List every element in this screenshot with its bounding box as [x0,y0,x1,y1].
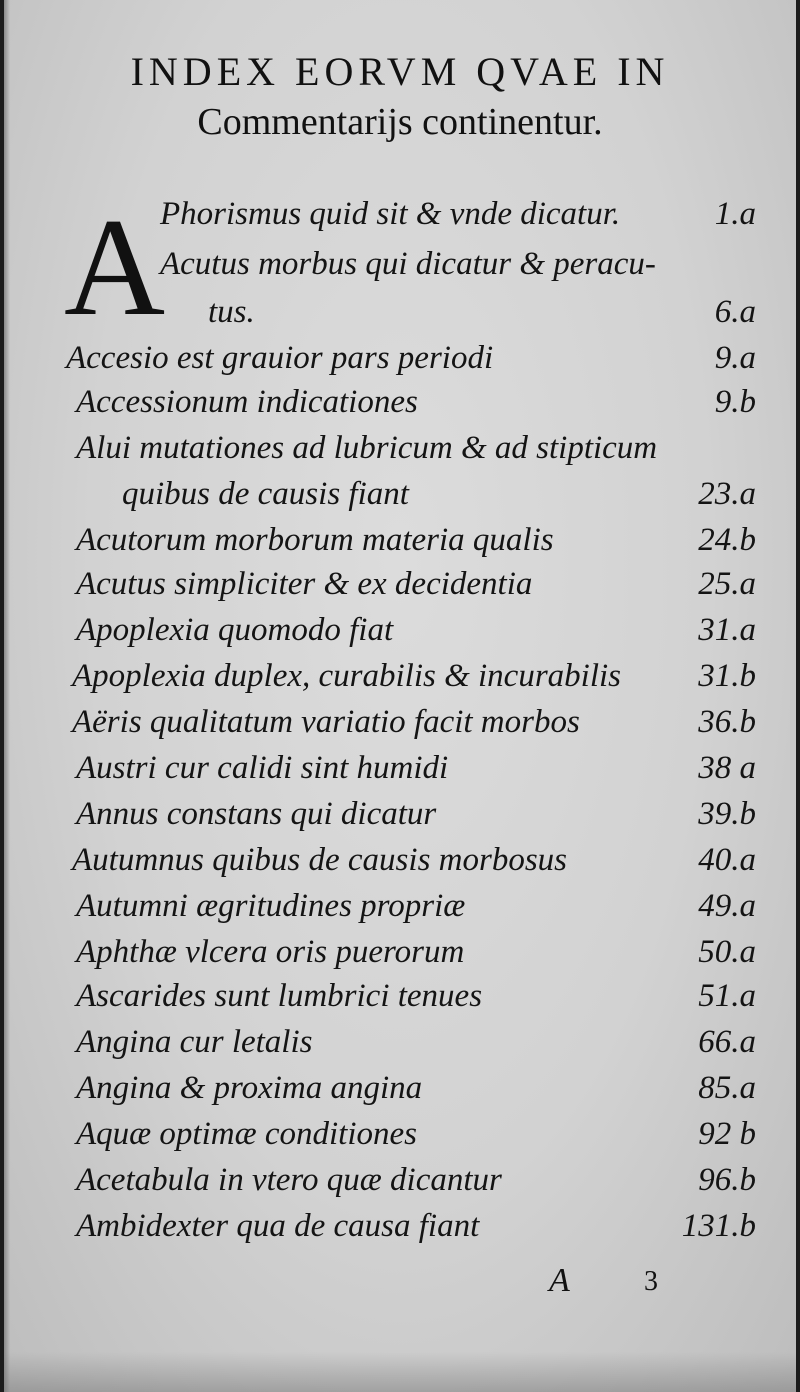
entry-reference: 39.b [698,796,756,832]
index-entry [4,612,796,652]
entry-text: Aphthæ vlcera oris puerorum [76,934,465,970]
entry-text: Aëris qualitatum variatio facit morbos [72,704,580,740]
index-entry [4,430,796,470]
entry-reference: 31.b [698,658,756,694]
entry-reference: 96.b [698,1162,756,1198]
index-entry [4,1116,796,1156]
index-entry [4,796,796,836]
catchword: A [549,1262,570,1299]
index-entry [4,566,796,606]
entry-reference: 66.a [698,1024,756,1060]
index-entry [4,1024,796,1064]
entry-text: Acutus simpliciter & ex decidentia [76,566,533,602]
entry-text: Apoplexia duplex, curabilis & incurabilis [72,658,622,694]
entry-reference: 31.a [698,612,756,648]
index-entry [4,246,796,286]
entry-reference: 51.a [698,978,756,1014]
entry-reference: 50.a [698,934,756,970]
entry-reference: 1.a [714,196,756,232]
entry-reference: 131.b [681,1208,756,1244]
entry-reference: 23.a [698,476,756,512]
index-entry [4,476,796,516]
index-entry [4,1208,796,1248]
entry-text: Accesio est grauior pars periodi [66,340,494,376]
index-title: INDEX EORVM QVAE IN [130,49,670,94]
entry-reference: 9.b [714,384,756,420]
index-entry [4,384,796,424]
index-entry [4,978,796,1018]
book-page [4,0,796,1392]
signature-mark: 3 [644,1266,658,1297]
page-bottom-shadow [4,1352,796,1392]
index-subtitle: Commentarijs continentur. [197,101,603,143]
index-entry [4,294,796,334]
entry-text: Ascarides sunt lumbrici tenues [76,978,483,1014]
entry-reference: 85.a [698,1070,756,1106]
entry-text: Apoplexia quomodo fiat [76,612,394,648]
entry-text: Accessionum indicationes [76,384,418,420]
entry-reference: 38 a [698,750,756,786]
entry-reference: 24.b [698,522,756,558]
index-entry [4,340,796,380]
entry-text: Acetabula in vtero quæ dicantur [76,1162,502,1198]
index-entry [4,1162,796,1202]
entry-text: Aquæ optimæ conditiones [76,1116,417,1152]
entry-reference: 49.a [698,888,756,924]
index-entry [4,934,796,974]
entry-reference: 9.a [714,340,756,376]
entry-reference: 6.a [714,294,756,330]
drop-capital: A [64,190,166,345]
entry-text: Ambidexter qua de causa fiant [76,1208,480,1244]
index-entry [4,658,796,698]
entry-reference: 25.a [698,566,756,602]
entry-reference: 36.b [698,704,756,740]
entry-text: Autumni ægritudines propriæ [76,888,466,924]
entry-text: Angina & proxima angina [76,1070,423,1106]
entry-text: Alui mutationes ad lubricum & ad stipticum [76,430,658,466]
entry-text: Acutorum morborum materia qualis [76,522,554,558]
entry-text: Autumnus quibus de causis morbosus [72,842,568,878]
entry-reference: 92 b [698,1116,756,1152]
index-entry [4,704,796,744]
index-entry [4,888,796,928]
index-entry [4,196,796,236]
entry-reference: 40.a [698,842,756,878]
entry-text: Acutus morbus qui dicatur & peracu- [160,246,656,282]
index-entry [4,522,796,562]
entry-text: quibus de causis fiant [122,476,409,512]
entry-text: Annus constans qui dicatur [76,796,437,832]
entry-text: Angina cur letalis [76,1024,313,1060]
index-entry [4,842,796,882]
entry-text: Austri cur calidi sint humidi [76,750,449,786]
entry-text: Phorismus quid sit & vnde dicatur. [160,196,621,232]
index-entry [4,1070,796,1110]
index-entry [4,750,796,790]
entry-text: tus. [208,294,255,330]
